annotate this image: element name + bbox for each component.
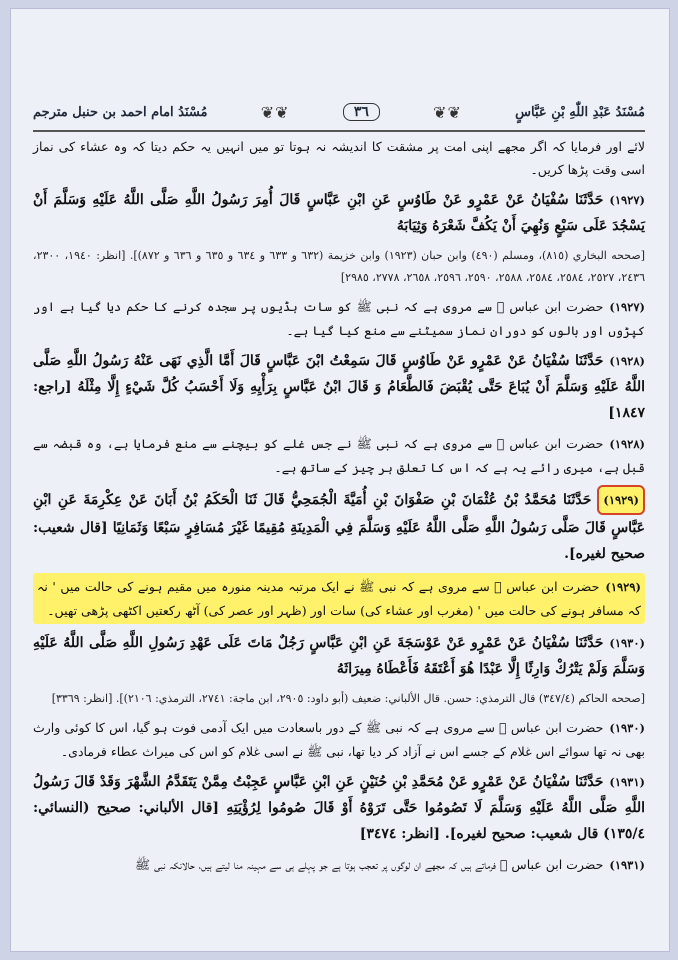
hadith-number: (١٩٢٨) (609, 437, 645, 451)
ornament-right: ❦❦ (433, 102, 462, 122)
block-text: [صححه البخاري (٨١٥)، ومسلم (٤٩٠) وابن حبان (١٩٢٣) وابن خزيمة (٦٣٢ و ٦٣٣ و ٦٣٤ و ٦٣٥ و ٦٣٦ و ٨٧٢)]. [انظر: ١٩٤٠، ٢٣٠٠، ٢٤٣٦، ٢٥٢٧، ٢٥٨٤، ٢٥٨٤، ٢٥٨٨، ٢٥٩٠، ٢٥٩٦، ٢٦٥٨، ٢٧٧٨، ٢٩٨٥] (33, 249, 646, 284)
hadith-number: (١٩٣١) (609, 775, 645, 789)
block-text: حضرت ابن عباس ﷜ سے مروی ہے کہ نبی ﷺ نے جس غلے کو بیچنے سے منع فرمایا ہے، وہ قبضہ سے قبل ہے، میری رائے یہ ہے کہ اس کا تعلق ہر چیز کے ساتھ ہے۔ (33, 436, 645, 475)
hadith-arabic-text (33, 630, 645, 682)
hadith-urdu-translation (33, 716, 645, 763)
hadith-urdu-translation (33, 295, 645, 342)
book-title: مُسْنَدُ امام احمد بن حنبل مترجم (33, 104, 208, 120)
hadith-arabic-text (33, 485, 645, 567)
hadith-reference (33, 245, 645, 289)
hadith-arabic-text (33, 769, 645, 847)
hadith-arabic-text (33, 187, 645, 239)
hadith-urdu-translation (33, 135, 645, 181)
hadith-number: (١٩٢٧) (609, 193, 645, 207)
hadith-number: (١٩٢٨) (609, 354, 645, 368)
block-text: حَدَّثَنَا مُحَمَّدُ بْنُ عُثْمَانَ بْنِ صَفْوَانَ بْنِ أُمَيَّةَ الْجُمَحِيُّ قَالَ ثَنَا الْحَكَمُ بْنُ أَبَانَ عَنْ عِكْرِمَةَ عَنِ ابْنِ عَبَّاسٍ قَالَ صَلَّى رَسُولُ اللَّهِ صَلَّى اللَّهُ عَلَيْهِ وَسَلَّمَ فِي الْمَدِينَةِ مُقِيمًا غَيْرَ مُسَافِرٍ سَبْعًا وَثَمَانِيًا [قال شعيب: صحيح لغيره]. (33, 492, 645, 562)
hadith-number: (١٩٢٧) (609, 300, 645, 314)
hadith-number: (١٩٣١) (609, 858, 645, 872)
document-page (10, 8, 670, 952)
block-text: لائے اور فرمایا کہ اگر مجھے اپنی امت پر مشقت کا اندیشہ نہ ہوتا تو میں انہیں یہ حکم دیتا کہ وہ عشاء کی نماز اسی وقت پڑھا کریں۔ (33, 139, 645, 177)
hadith-number: (١٩٣٠) (609, 721, 645, 735)
block-text: حضرت ابن عباس ﷜ فرماتے ہیں کہ مجھے ان لوگوں پر تعجب ہوتا ہے جو پہلے ہی سے مہینہ منا لیتے ہیں، حالانکہ نبی ﷺ (135, 857, 604, 872)
hadith-urdu-translation (33, 853, 645, 877)
block-text: حضرت ابن عباس ﷜ سے مروی ہے کہ نبی ﷺ کو سات ہڈیوں پر سجدہ کرنے کا حکم دیا گیا ہے اور کپڑوں اور بالوں کو دوران نماز سمیٹنے سے منع کیا گیا ہے۔ (33, 299, 645, 338)
hadith-number: (١٩٢٩) (605, 580, 641, 594)
ornament-left: ❦❦ (260, 102, 290, 122)
block-text: حَدَّثَنَا سُفْيَانُ عَنْ عَمْرٍو عَنْ طَاوُسٍ عَنِ ابْنِ عَبَّاسٍ قَالَ أُمِرَ رَسُولُ اللَّهِ صَلَّى اللَّهُ عَلَيْهِ وَسَلَّمَ أَنْ يَسْجُدَ عَلَى سَبْعٍ وَنُهِيَ أَنْ يَكُفَّ شَعْرَهُ وَثِيَابَهُ (33, 192, 645, 234)
hadith-reference (33, 688, 645, 710)
hadith-urdu-translation (33, 573, 645, 624)
page-header (33, 95, 645, 129)
block-text: حَدَّثَنَا سُفْيَانُ عَنْ عَمْرٍو عَنْ مُحَمَّدِ بْنِ حُنَيْنٍ عَنِ ابْنِ عَبَّاسٍ عَجِبْتُ مِمَّنْ يَتَقَدَّمُ الشَّهْرَ وَقَدْ قَالَ رَسُولُ اللَّهِ صَلَّى اللَّهُ عَلَيْهِ وَسَلَّمَ لَا تَصُومُوا حَتَّى تَرَوْهُ أَوْ قَالَ صُومُوا لِرُؤْيَتِهِ [قال الألباني: صحيح (النسائي: ١٣٥/٤) قال شعيب: صحيح لغيره]. [انظر: ٣٤٧٤] (33, 774, 645, 842)
header-divider (33, 130, 645, 132)
hadith-number: (١٩٢٩) (597, 485, 645, 515)
hadith-arabic-text (33, 348, 645, 426)
block-text: حَدَّثَنَا سُفْيَانُ عَنْ عَمْرٍو عَنْ عَوْسَجَةَ عَنِ ابْنِ عَبَّاسٍ رَجُلٌ مَاتَ عَلَى عَهْدِ رَسُولِ اللَّهِ صَلَّى اللَّهُ عَلَيْهِ وَسَلَّمَ وَلَمْ يَتْرُكْ وَارِثًا إِلَّا عَبْدًا هُوَ أَعْتَقَهُ فَأَعْطَاهُ مِيرَاثَهُ (33, 635, 645, 677)
page-number: ٣٦ (343, 103, 380, 121)
hadith-urdu-translation (33, 432, 645, 479)
section-title: مُسْنَدُ عَبْدِ اللّٰهِ بْنِ عَبَّاسٍ (515, 104, 645, 120)
block-text: حضرت ابن عباس ﷜ سے مروی ہے کہ نبی ﷺ نے ایک مرتبہ مدینہ منورہ میں مقیم ہونے کی حالت میں ' نہ کہ مسافر ہونے کی حالت میں ' (مغرب اور عشاء کی) سات اور (ظہر اور عصر کی) آٹھ رکعتیں اکٹھی پڑھی تھیں۔ (37, 579, 641, 618)
page-content (33, 135, 645, 883)
block-text: حضرت ابن عباس ﷜ سے مروی ہے کہ نبی ﷺ کے دور باسعادت میں ایک آدمی فوت ہو گیا، اس کا کوئی وارث بھی نہ تھا سوائے اس غلام کے جسے اس نے آزاد کر دیا تھا، نبی ﷺ نے اسی غلام کو اس کی میراث عطاء فرمادی۔ (33, 720, 645, 759)
block-text: حَدَّثَنَا سُفْيَانُ عَنْ عَمْرٍو عَنْ طَاوُسٍ قَالَ سَمِعْتُ ابْنَ عَبَّاسٍ قَالَ أَمَّا الَّذِي نَهَى عَنْهُ رَسُولُ اللَّهِ صَلَّى اللَّهُ عَلَيْهِ وَسَلَّمَ أَنْ يُبَاعَ حَتَّى يُقْبَضَ فَالطَّعَامُ وَ قَالَ ابْنُ عَبَّاسٍ بِرَأْيِهِ وَلَا أَحْسَبُ كُلَّ شَيْءٍ إِلَّا مِثْلَهُ [راجع: ١٨٤٧] (33, 353, 645, 421)
hadith-number: (١٩٣٠) (609, 636, 645, 650)
block-text: [صححه الحاكم (٣٤٧/٤) قال الترمذي: حسن. قال الألباني: ضعيف (أبو داود: ٢٩٠٥، ابن ماجة: ٢٧٤١، الترمذي: ٢١٠٦)]. [انظر: ٣٣٦٩] (51, 692, 645, 705)
